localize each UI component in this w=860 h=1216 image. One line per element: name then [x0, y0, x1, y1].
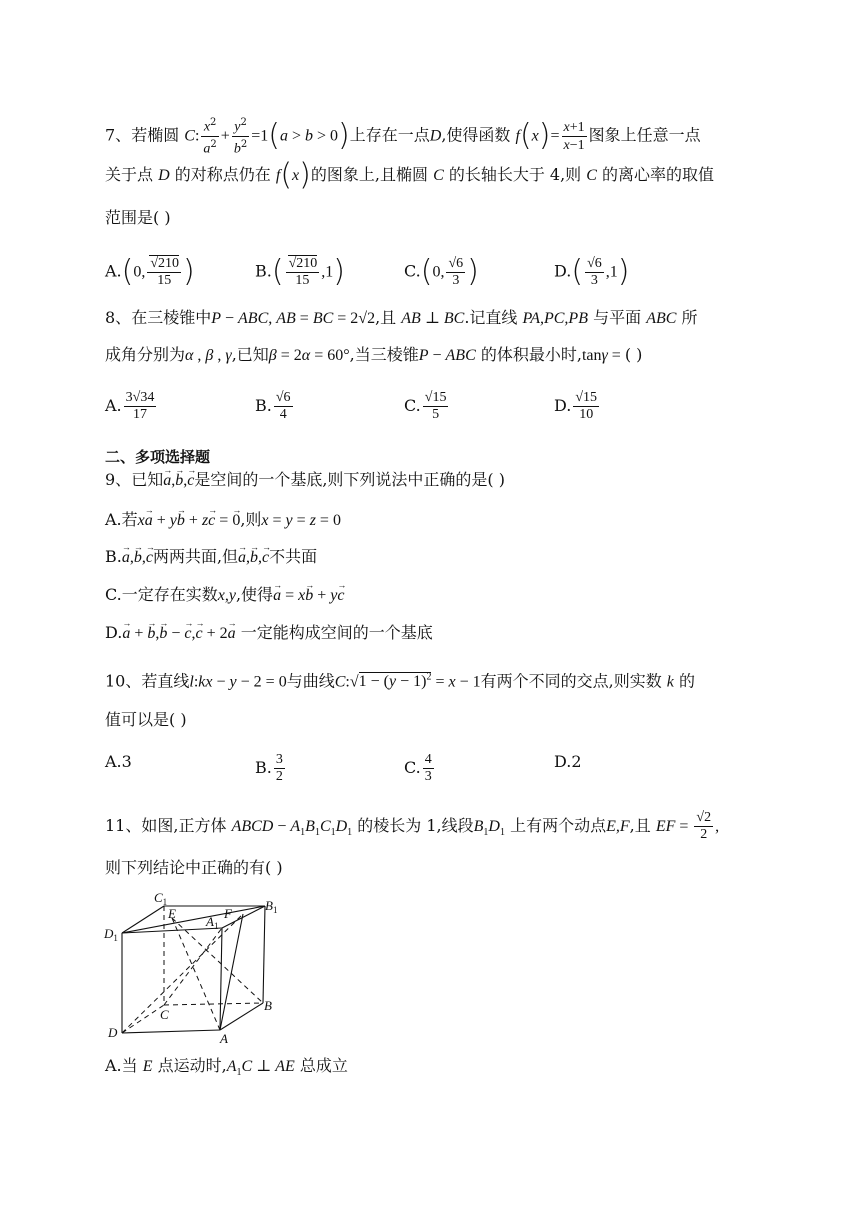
q10-option-c: C. $\frac{4}{3}$ [404, 752, 432, 784]
q8-option-c: C. $\frac{√15}{5}$ [404, 390, 447, 422]
q8-line2: 成角分别为α , β , γ,已知β = 2α = 60°,当三棱锥P − ABC 的体积最小时,tanγ = ( ) [105, 345, 643, 364]
q8-option-b: B. $\frac{√6}{4}$ [255, 390, 291, 422]
cube-label-c: C [160, 1007, 169, 1022]
q9-number: 9、 [105, 470, 132, 489]
q7-option-a: A.(0, $\frac{√210}{15}$ ) [105, 254, 195, 289]
q9-line1: 9、已知→ a,→ b,→ c是空间的一个基底,则下列说法中正确的是( ) [105, 470, 505, 491]
q11-option-a: A.当 E 点运动时$,A_1C$ ⊥ AE 总成立 [105, 1056, 348, 1079]
q7-option-d: D.( $\frac{√6}{3}$ ,1) [554, 254, 630, 289]
q8-option-d: D. $\frac{√15}{10}$ [554, 390, 598, 422]
q10-line1: 10、若直线l:kx − y − 2 = 0与曲线C:√1 − $(y - 1)^2 = x - 1$有两个不同的交点,则实数 k 的 [105, 671, 696, 691]
q11-line2: 则下列结论中正确的有( ) [105, 858, 283, 877]
section-heading: 二、多项选择题 [105, 448, 211, 466]
q10-option-a: A.3 [105, 752, 132, 771]
q9-option-b: B.→ a,→ b,→ c两两共面,但→ a,→ b,→ c不共面 [105, 547, 317, 568]
cube-label-f: F [224, 906, 232, 921]
q8-option-a: A. $\frac{3√34}{17}$ [105, 390, 155, 422]
q8-number: 8、 [105, 308, 132, 327]
function-fraction: $\frac{x+1}{x-1}$ [563, 119, 585, 153]
cube-figure [100, 888, 290, 1048]
q7-line1: 7、若椭圆 C: $\frac{x^2}{a^2}$ + $\frac{y^2}{b^2}$ =1(a > b > 0)上存在一点D,使得函数 f(x)= $\frac{x+1}{x-1}$ 图象上任意一点 [105, 117, 701, 157]
q7-number: 7、 [105, 125, 132, 145]
q9-option-a: A.若x→ a + y→ b + z→ c = → 0,则x = y = z = 0 [105, 510, 341, 531]
q10-option-d: D.2 [554, 752, 582, 771]
cube-label-e: E [168, 906, 176, 921]
q7-line3: 范围是( ) [105, 208, 171, 227]
cube-label-d: D [108, 1025, 118, 1040]
cube-label-d1: $D_1$ [104, 926, 118, 943]
q7-option-c: C.(0, $\frac{√6}{3}$ ) [404, 254, 479, 289]
q11-number: 11、 [105, 816, 142, 835]
q7-line2: 关于点 D 的对称点仍在 f(x)的图象上,且椭圆 C 的长轴长大于 4,则 C 的离心率的取值 [105, 157, 715, 193]
q10-number: 10、 [105, 671, 142, 691]
cube-label-a: A [220, 1031, 228, 1046]
cube-label-b1: $B_1$ [265, 898, 278, 915]
q10-option-b: B. $\frac{3}{2}$ [255, 752, 283, 784]
cube-label-b: B [264, 998, 272, 1013]
q11-line1: 11、如图,正方体 ABCD − $A_1B_1C_1D_1$ 的棱长为 1,线段$B_1D_1$ 上有两个动点E,F,且 EF = $\frac{√2}{2}$ , [105, 810, 720, 842]
q10-line2: 值可以是( ) [105, 710, 187, 729]
q8-line1: 8、在三棱锥中P − ABC, AB = BC = 2√2,且 AB ⊥ BC.记直线 PA,PC,PB 与平面 ABC 所 [105, 308, 698, 327]
q9-option-c: C.一定存在实数x,y,使得→ a = x→ b + y→ c [105, 585, 344, 606]
q9-option-d: D.→ a + → b,→ b − → c,→ c + 2→ a 一定能构成空间的一个基底 [105, 623, 433, 644]
cube-label-c1: $C_1$ [154, 890, 168, 907]
ellipse-equation: C [184, 127, 195, 145]
q7-option-b: B.( $\frac{√210}{15}$ ,1) [255, 254, 345, 289]
cube-label-a1: $A_1$ [206, 914, 219, 931]
